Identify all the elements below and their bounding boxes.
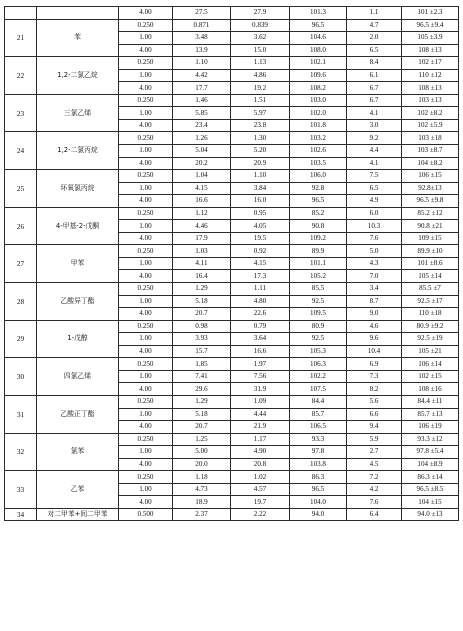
concentration-cell: 0.250 bbox=[119, 207, 173, 220]
rsd-cell: 6.5 bbox=[347, 182, 402, 195]
recovery-cell: 102.2 bbox=[290, 370, 347, 383]
recovery-range-cell: 102 ±8.2 bbox=[402, 107, 459, 120]
rsd-cell: 4.3 bbox=[347, 257, 402, 270]
rsd-cell: 7.0 bbox=[347, 270, 402, 283]
concentration-cell: 0.250 bbox=[119, 170, 173, 183]
recovery-range-cell: 110 ±18 bbox=[402, 308, 459, 321]
recovery-cell: 107.5 bbox=[290, 383, 347, 396]
recovery-cell: 109.6 bbox=[290, 69, 347, 82]
theoretical-value-cell: 20.0 bbox=[173, 458, 231, 471]
recovery-cell: 92.5 bbox=[290, 333, 347, 346]
concentration-cell: 4.00 bbox=[119, 195, 173, 208]
rsd-cell: 8.4 bbox=[347, 57, 402, 70]
recovery-cell: 90.8 bbox=[290, 220, 347, 233]
measured-value-cell: 1.30 bbox=[231, 132, 290, 145]
theoretical-value-cell: 3.93 bbox=[173, 333, 231, 346]
table-row bbox=[5, 395, 459, 408]
theoretical-value-cell: 17.9 bbox=[173, 232, 231, 245]
rsd-cell: 4.4 bbox=[347, 145, 402, 158]
concentration-cell: 4.00 bbox=[119, 232, 173, 245]
recovery-cell: 108.2 bbox=[290, 82, 347, 95]
measured-value-cell: 1.11 bbox=[231, 283, 290, 296]
recovery-cell: 85.7 bbox=[290, 408, 347, 421]
compound-index-cell: 31 bbox=[5, 395, 37, 433]
recovery-range-cell: 80.9 ±9.2 bbox=[402, 320, 459, 333]
recovery-cell: 102.1 bbox=[290, 57, 347, 70]
theoretical-value-cell: 5.18 bbox=[173, 295, 231, 308]
compound-name-cell: 4-甲基-2-戊酮 bbox=[37, 207, 119, 245]
concentration-cell: 1.00 bbox=[119, 220, 173, 233]
measured-value-cell: 7.56 bbox=[231, 370, 290, 383]
measured-value-cell: 4.57 bbox=[231, 483, 290, 496]
recovery-cell: 105.2 bbox=[290, 270, 347, 283]
measured-value-cell: 1.97 bbox=[231, 358, 290, 371]
measured-value-cell: 20.9 bbox=[231, 157, 290, 170]
measured-value-cell: 5.20 bbox=[231, 145, 290, 158]
measured-value-cell: 19.2 bbox=[231, 82, 290, 95]
compound-name-cell: 乙酸正丁酯 bbox=[37, 395, 119, 433]
recovery-range-cell: 101 ±2.3 bbox=[402, 7, 459, 20]
recovery-cell: 89.9 bbox=[290, 245, 347, 258]
table-row bbox=[5, 358, 459, 371]
concentration-cell: 4.00 bbox=[119, 119, 173, 132]
recovery-range-cell: 104 ±8.9 bbox=[402, 458, 459, 471]
rsd-cell: 6.7 bbox=[347, 82, 402, 95]
measured-value-cell: 19.7 bbox=[231, 496, 290, 509]
recovery-data-table bbox=[4, 6, 459, 521]
compound-index-cell: 25 bbox=[5, 170, 37, 208]
recovery-cell: 106.0 bbox=[290, 170, 347, 183]
rsd-cell: 5.6 bbox=[347, 395, 402, 408]
theoretical-value-cell: 1.18 bbox=[173, 471, 231, 484]
concentration-cell: 4.00 bbox=[119, 421, 173, 434]
recovery-cell: 105.3 bbox=[290, 345, 347, 358]
measured-value-cell: 2.22 bbox=[231, 508, 290, 521]
recovery-cell: 108.0 bbox=[290, 44, 347, 57]
compound-name-cell: 1,2-二氯丙烷 bbox=[37, 132, 119, 170]
compound-index-cell: 21 bbox=[5, 19, 37, 57]
table-row bbox=[5, 94, 459, 107]
rsd-cell: 4.1 bbox=[347, 107, 402, 120]
concentration-cell: 0.250 bbox=[119, 433, 173, 446]
table-row bbox=[5, 170, 459, 183]
measured-value-cell: 1.51 bbox=[231, 94, 290, 107]
measured-value-cell: 17.3 bbox=[231, 270, 290, 283]
index-cell bbox=[5, 7, 37, 20]
recovery-range-cell: 103 ±13 bbox=[402, 94, 459, 107]
rsd-cell: 6.4 bbox=[347, 508, 402, 521]
recovery-range-cell: 105 ±21 bbox=[402, 345, 459, 358]
theoretical-value-cell: 4.11 bbox=[173, 257, 231, 270]
theoretical-value-cell: 1.26 bbox=[173, 132, 231, 145]
concentration-cell: 4.00 bbox=[119, 44, 173, 57]
recovery-range-cell: 105 ±14 bbox=[402, 270, 459, 283]
theoretical-value-cell: 3.48 bbox=[173, 32, 231, 45]
recovery-range-cell: 101 ±8.6 bbox=[402, 257, 459, 270]
measured-value-cell: 1.10 bbox=[231, 170, 290, 183]
measured-value-cell: 22.6 bbox=[231, 308, 290, 321]
table-row bbox=[5, 283, 459, 296]
measured-value-cell: 4.86 bbox=[231, 69, 290, 82]
theoretical-value-cell: 1.04 bbox=[173, 170, 231, 183]
compound-index-cell: 27 bbox=[5, 245, 37, 283]
rsd-cell: 3.0 bbox=[347, 119, 402, 132]
recovery-cell: 80.9 bbox=[290, 320, 347, 333]
recovery-cell: 104.0 bbox=[290, 496, 347, 509]
recovery-cell: 97.8 bbox=[290, 446, 347, 459]
rsd-cell: 9.0 bbox=[347, 308, 402, 321]
recovery-cell: 86.3 bbox=[290, 471, 347, 484]
recovery-cell: 109.5 bbox=[290, 308, 347, 321]
recovery-range-cell: 102 ±17 bbox=[402, 57, 459, 70]
theoretical-value-cell: 20.2 bbox=[173, 157, 231, 170]
recovery-range-cell: 96.5 ±9.8 bbox=[402, 195, 459, 208]
rsd-cell: 2.7 bbox=[347, 446, 402, 459]
measured-value-cell: 0.839 bbox=[231, 19, 290, 32]
recovery-range-cell: 92.5 ±19 bbox=[402, 333, 459, 346]
rsd-cell: 10.3 bbox=[347, 220, 402, 233]
recovery-cell: 96.5 bbox=[290, 19, 347, 32]
table-row bbox=[5, 207, 459, 220]
rsd-cell: 1.1 bbox=[347, 7, 402, 20]
rsd-cell: 4.5 bbox=[347, 458, 402, 471]
theoretical-value-cell: 20.7 bbox=[173, 421, 231, 434]
recovery-cell: 101.8 bbox=[290, 119, 347, 132]
recovery-cell: 104.6 bbox=[290, 32, 347, 45]
concentration-cell: 1.00 bbox=[119, 145, 173, 158]
theoretical-value-cell: 4.46 bbox=[173, 220, 231, 233]
compound-index-cell: 34 bbox=[5, 508, 37, 521]
recovery-cell: 96.5 bbox=[290, 483, 347, 496]
recovery-cell: 101.1 bbox=[290, 257, 347, 270]
theoretical-value-cell: 2.37 bbox=[173, 508, 231, 521]
rsd-cell: 6.6 bbox=[347, 408, 402, 421]
recovery-range-cell: 104 ±8.2 bbox=[402, 157, 459, 170]
concentration-cell: 0.250 bbox=[119, 471, 173, 484]
concentration-cell: 1.00 bbox=[119, 69, 173, 82]
measured-value-cell: 4.05 bbox=[231, 220, 290, 233]
recovery-cell: 103.8 bbox=[290, 458, 347, 471]
compound-index-cell: 28 bbox=[5, 283, 37, 321]
theoretical-value-cell: 0.98 bbox=[173, 320, 231, 333]
rsd-cell: 3.4 bbox=[347, 283, 402, 296]
concentration-cell: 1.00 bbox=[119, 370, 173, 383]
concentration-cell: 4.00 bbox=[119, 157, 173, 170]
rsd-cell: 6.0 bbox=[347, 207, 402, 220]
concentration-cell: 4.00 bbox=[119, 496, 173, 509]
concentration-cell: 4.00 bbox=[119, 7, 173, 20]
theoretical-value-cell: 27.5 bbox=[173, 7, 231, 20]
rsd-cell: 10.4 bbox=[347, 345, 402, 358]
table-body bbox=[5, 7, 459, 521]
recovery-cell: 85.5 bbox=[290, 283, 347, 296]
measured-value-cell: 23.8 bbox=[231, 119, 290, 132]
compound-index-cell: 22 bbox=[5, 57, 37, 95]
recovery-range-cell: 85.7 ±13 bbox=[402, 408, 459, 421]
theoretical-value-cell: 5.04 bbox=[173, 145, 231, 158]
measured-value-cell: 15.0 bbox=[231, 44, 290, 57]
recovery-cell: 103.0 bbox=[290, 94, 347, 107]
recovery-range-cell: 105 ±3.9 bbox=[402, 32, 459, 45]
recovery-cell: 92.8 bbox=[290, 182, 347, 195]
compound-index-cell: 32 bbox=[5, 433, 37, 471]
recovery-cell: 93.3 bbox=[290, 433, 347, 446]
recovery-cell: 103.5 bbox=[290, 157, 347, 170]
recovery-range-cell: 103 ±18 bbox=[402, 132, 459, 145]
recovery-range-cell: 86.3 ±14 bbox=[402, 471, 459, 484]
measured-value-cell: 16.6 bbox=[231, 345, 290, 358]
theoretical-value-cell: 1.12 bbox=[173, 207, 231, 220]
recovery-cell: 101.3 bbox=[290, 7, 347, 20]
rsd-cell: 8.2 bbox=[347, 383, 402, 396]
theoretical-value-cell: 15.7 bbox=[173, 345, 231, 358]
recovery-range-cell: 106 ±19 bbox=[402, 421, 459, 434]
theoretical-value-cell: 29.6 bbox=[173, 383, 231, 396]
theoretical-value-cell: 1.46 bbox=[173, 94, 231, 107]
measured-value-cell: 0.95 bbox=[231, 207, 290, 220]
recovery-range-cell: 102 ±15 bbox=[402, 370, 459, 383]
concentration-cell: 4.00 bbox=[119, 270, 173, 283]
concentration-cell: 1.00 bbox=[119, 32, 173, 45]
rsd-cell: 4.7 bbox=[347, 19, 402, 32]
measured-value-cell: 3.84 bbox=[231, 182, 290, 195]
concentration-cell: 1.00 bbox=[119, 107, 173, 120]
theoretical-value-cell: 16.6 bbox=[173, 195, 231, 208]
rsd-cell: 7.5 bbox=[347, 170, 402, 183]
measured-value-cell: 31.9 bbox=[231, 383, 290, 396]
recovery-range-cell: 92.5 ±17 bbox=[402, 295, 459, 308]
recovery-range-cell: 94.0 ±13 bbox=[402, 508, 459, 521]
compound-name-cell: 乙酸异丁酯 bbox=[37, 283, 119, 321]
concentration-cell: 4.00 bbox=[119, 82, 173, 95]
theoretical-value-cell: 1.25 bbox=[173, 433, 231, 446]
theoretical-value-cell: 4.73 bbox=[173, 483, 231, 496]
compound-index-cell: 33 bbox=[5, 471, 37, 509]
measured-value-cell: 4.90 bbox=[231, 446, 290, 459]
rsd-cell: 4.6 bbox=[347, 320, 402, 333]
concentration-cell: 0.500 bbox=[119, 508, 173, 521]
concentration-cell: 1.00 bbox=[119, 333, 173, 346]
theoretical-value-cell: 4.15 bbox=[173, 182, 231, 195]
rsd-cell: 7.6 bbox=[347, 232, 402, 245]
concentration-cell: 0.250 bbox=[119, 245, 173, 258]
rsd-cell: 4.9 bbox=[347, 195, 402, 208]
recovery-range-cell: 90.8 ±21 bbox=[402, 220, 459, 233]
compound-cell bbox=[37, 7, 119, 20]
concentration-cell: 0.250 bbox=[119, 320, 173, 333]
compound-name-cell: 苯 bbox=[37, 19, 119, 57]
recovery-cell: 85.2 bbox=[290, 207, 347, 220]
measured-value-cell: 0.92 bbox=[231, 245, 290, 258]
recovery-range-cell: 85.2 ±12 bbox=[402, 207, 459, 220]
compound-index-cell: 26 bbox=[5, 207, 37, 245]
compound-name-cell: 四氯乙烯 bbox=[37, 358, 119, 396]
rsd-cell: 5.9 bbox=[347, 433, 402, 446]
concentration-cell: 0.250 bbox=[119, 94, 173, 107]
recovery-cell: 96.5 bbox=[290, 195, 347, 208]
rsd-cell: 7.2 bbox=[347, 471, 402, 484]
recovery-range-cell: 85.5 ±7 bbox=[402, 283, 459, 296]
rsd-cell: 7.3 bbox=[347, 370, 402, 383]
measured-value-cell: 1.17 bbox=[231, 433, 290, 446]
theoretical-value-cell: 1.29 bbox=[173, 395, 231, 408]
theoretical-value-cell: 13.9 bbox=[173, 44, 231, 57]
theoretical-value-cell: 18.9 bbox=[173, 496, 231, 509]
measured-value-cell: 5.97 bbox=[231, 107, 290, 120]
compound-name-cell: 三氯乙烯 bbox=[37, 94, 119, 132]
rsd-cell: 6.9 bbox=[347, 358, 402, 371]
table-row bbox=[5, 132, 459, 145]
concentration-cell: 0.250 bbox=[119, 283, 173, 296]
concentration-cell: 1.00 bbox=[119, 446, 173, 459]
theoretical-value-cell: 16.4 bbox=[173, 270, 231, 283]
recovery-range-cell: 106 ±15 bbox=[402, 170, 459, 183]
rsd-cell: 4.1 bbox=[347, 157, 402, 170]
recovery-range-cell: 108 ±16 bbox=[402, 383, 459, 396]
rsd-cell: 8.7 bbox=[347, 295, 402, 308]
measured-value-cell: 3.64 bbox=[231, 333, 290, 346]
rsd-cell: 6.7 bbox=[347, 94, 402, 107]
recovery-cell: 102.0 bbox=[290, 107, 347, 120]
concentration-cell: 0.250 bbox=[119, 395, 173, 408]
concentration-cell: 1.00 bbox=[119, 182, 173, 195]
recovery-cell: 106.5 bbox=[290, 421, 347, 434]
recovery-cell: 84.4 bbox=[290, 395, 347, 408]
recovery-range-cell: 102 ±5.9 bbox=[402, 119, 459, 132]
measured-value-cell: 4.15 bbox=[231, 257, 290, 270]
measured-value-cell: 4.80 bbox=[231, 295, 290, 308]
concentration-cell: 1.00 bbox=[119, 295, 173, 308]
table-row bbox=[5, 57, 459, 70]
theoretical-value-cell: 1.03 bbox=[173, 245, 231, 258]
theoretical-value-cell: 0.871 bbox=[173, 19, 231, 32]
table-row bbox=[5, 433, 459, 446]
concentration-cell: 4.00 bbox=[119, 345, 173, 358]
theoretical-value-cell: 20.7 bbox=[173, 308, 231, 321]
recovery-range-cell: 110 ±12 bbox=[402, 69, 459, 82]
compound-index-cell: 30 bbox=[5, 358, 37, 396]
theoretical-value-cell: 1.29 bbox=[173, 283, 231, 296]
recovery-range-cell: 106 ±14 bbox=[402, 358, 459, 371]
concentration-cell: 1.00 bbox=[119, 483, 173, 496]
table-row bbox=[5, 19, 459, 32]
recovery-range-cell: 93.3 ±12 bbox=[402, 433, 459, 446]
measured-value-cell: 27.9 bbox=[231, 7, 290, 20]
theoretical-value-cell: 1.10 bbox=[173, 57, 231, 70]
table-row bbox=[5, 471, 459, 484]
rsd-cell: 4.2 bbox=[347, 483, 402, 496]
compound-name-cell: 环氧氯丙烷 bbox=[37, 170, 119, 208]
recovery-cell: 109.2 bbox=[290, 232, 347, 245]
compound-name-cell: 1,2-二氯乙烷 bbox=[37, 57, 119, 95]
concentration-cell: 4.00 bbox=[119, 383, 173, 396]
concentration-cell: 1.00 bbox=[119, 408, 173, 421]
rsd-cell: 6.1 bbox=[347, 69, 402, 82]
recovery-range-cell: 103 ±8.7 bbox=[402, 145, 459, 158]
measured-value-cell: 3.62 bbox=[231, 32, 290, 45]
recovery-range-cell: 96.5 ±9.4 bbox=[402, 19, 459, 32]
concentration-cell: 1.00 bbox=[119, 257, 173, 270]
measured-value-cell: 1.09 bbox=[231, 395, 290, 408]
table-row bbox=[5, 508, 459, 521]
recovery-range-cell: 89.9 ±10 bbox=[402, 245, 459, 258]
theoretical-value-cell: 7.41 bbox=[173, 370, 231, 383]
compound-index-cell: 23 bbox=[5, 94, 37, 132]
compound-name-cell: 甲苯 bbox=[37, 245, 119, 283]
recovery-range-cell: 97.8 ±5.4 bbox=[402, 446, 459, 459]
theoretical-value-cell: 1.85 bbox=[173, 358, 231, 371]
measured-value-cell: 1.02 bbox=[231, 471, 290, 484]
theoretical-value-cell: 4.42 bbox=[173, 69, 231, 82]
theoretical-value-cell: 5.00 bbox=[173, 446, 231, 459]
measured-value-cell: 0.79 bbox=[231, 320, 290, 333]
compound-name-cell: 氯苯 bbox=[37, 433, 119, 471]
theoretical-value-cell: 23.4 bbox=[173, 119, 231, 132]
recovery-cell: 94.0 bbox=[290, 508, 347, 521]
compound-index-cell: 29 bbox=[5, 320, 37, 358]
recovery-range-cell: 108 ±13 bbox=[402, 82, 459, 95]
measured-value-cell: 20.8 bbox=[231, 458, 290, 471]
rsd-cell: 2.0 bbox=[347, 32, 402, 45]
theoretical-value-cell: 5.18 bbox=[173, 408, 231, 421]
table-row bbox=[5, 245, 459, 258]
concentration-cell: 0.250 bbox=[119, 57, 173, 70]
recovery-range-cell: 96.5 ±8.5 bbox=[402, 483, 459, 496]
table-container bbox=[4, 6, 458, 521]
recovery-range-cell: 108 ±13 bbox=[402, 44, 459, 57]
measured-value-cell: 1.13 bbox=[231, 57, 290, 70]
recovery-cell: 92.5 bbox=[290, 295, 347, 308]
compound-name-cell: 对二甲苯+间二甲苯 bbox=[37, 508, 119, 521]
concentration-cell: 4.00 bbox=[119, 308, 173, 321]
recovery-range-cell: 104 ±15 bbox=[402, 496, 459, 509]
concentration-cell: 0.250 bbox=[119, 19, 173, 32]
measured-value-cell: 4.44 bbox=[231, 408, 290, 421]
table-row bbox=[5, 320, 459, 333]
rsd-cell: 5.0 bbox=[347, 245, 402, 258]
concentration-cell: 0.250 bbox=[119, 132, 173, 145]
compound-name-cell: 乙苯 bbox=[37, 471, 119, 509]
recovery-cell: 103.2 bbox=[290, 132, 347, 145]
rsd-cell: 7.6 bbox=[347, 496, 402, 509]
compound-name-cell: 1-戊醇 bbox=[37, 320, 119, 358]
rsd-cell: 6.5 bbox=[347, 44, 402, 57]
rsd-cell: 9.6 bbox=[347, 333, 402, 346]
measured-value-cell: 21.9 bbox=[231, 421, 290, 434]
recovery-range-cell: 109 ±15 bbox=[402, 232, 459, 245]
table-row bbox=[5, 7, 459, 20]
recovery-cell: 106.3 bbox=[290, 358, 347, 371]
measured-value-cell: 19.5 bbox=[231, 232, 290, 245]
rsd-cell: 9.2 bbox=[347, 132, 402, 145]
recovery-range-cell: 84.4 ±11 bbox=[402, 395, 459, 408]
rsd-cell: 9.4 bbox=[347, 421, 402, 434]
concentration-cell: 4.00 bbox=[119, 458, 173, 471]
compound-index-cell: 24 bbox=[5, 132, 37, 170]
theoretical-value-cell: 17.7 bbox=[173, 82, 231, 95]
recovery-range-cell: 92.8±13 bbox=[402, 182, 459, 195]
theoretical-value-cell: 5.85 bbox=[173, 107, 231, 120]
concentration-cell: 0.250 bbox=[119, 358, 173, 371]
measured-value-cell: 16.0 bbox=[231, 195, 290, 208]
recovery-cell: 102.6 bbox=[290, 145, 347, 158]
